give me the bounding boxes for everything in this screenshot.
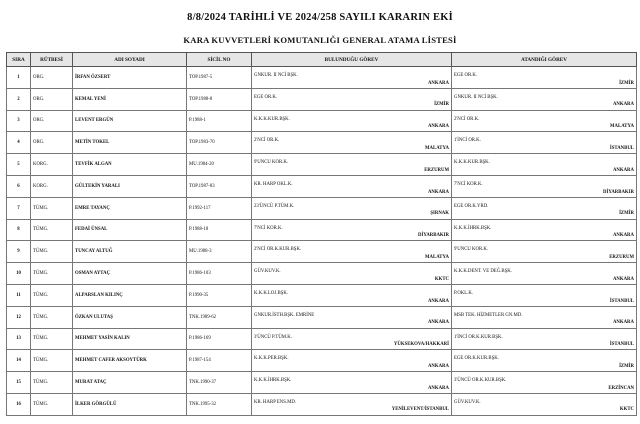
cell-bulundugu-gorev [252, 175, 452, 197]
header-adi-soyadi: ADI SOYADI [73, 53, 187, 67]
cell-bulundugu-gorev [252, 197, 452, 219]
bulundugu-city: ANKARA [427, 80, 449, 86]
cell-sicil-no: TOP.1987-83 [187, 175, 252, 197]
atandigi-city: ERZİNCAN [608, 385, 634, 391]
cell-rutbe: TÜMG. [31, 350, 73, 372]
atandigi-city: ANKARA [612, 320, 634, 326]
cell-atandigi-gorev [452, 67, 637, 89]
cell-adi-soyadi: İRFAN ÖZSERT [73, 67, 187, 89]
table-row [7, 372, 637, 394]
cell-rutbe: TÜMG. [31, 328, 73, 350]
cell-rutbe: TÜMG. [31, 306, 73, 328]
bulundugu-unit: 9'UNCU KOR.K. [254, 160, 289, 166]
cell-bulundugu-gorev [252, 350, 452, 372]
cell-bulundugu-gorev [252, 110, 452, 132]
bulundugu-city: YENİLEVENT/İSTANBUL [391, 407, 449, 413]
cell-rutbe: ORG. [31, 67, 73, 89]
bulundugu-unit: 2'NCİ OR.K. [254, 138, 280, 144]
cell-sira: 6 [7, 175, 31, 197]
header-atandigi-gorev: ATANDIĞI GÖREV [452, 53, 637, 67]
bulundugu-unit: 7'NCİ KOR.K. [254, 225, 283, 231]
cell-sira: 4 [7, 132, 31, 154]
atandigi-city: ANKARA [612, 276, 634, 282]
cell-atandigi-gorev [452, 350, 637, 372]
table-header-row [7, 53, 637, 67]
cell-rutbe: TÜMG. [31, 219, 73, 241]
header-sira: SIRA [7, 53, 31, 67]
bulundugu-unit: EGE OR.K. [254, 94, 278, 100]
document-title: 8/8/2024 TARİHLİ VE 2024/258 SAYILI KARARIN EKİ [187, 12, 453, 23]
cell-rutbe: TÜMG. [31, 241, 73, 263]
cell-sira: 10 [7, 263, 31, 285]
assignment-table [6, 52, 637, 416]
cell-sira: 5 [7, 154, 31, 176]
cell-atandigi-gorev [452, 110, 637, 132]
atandigi-city: İSTANBUL [609, 342, 634, 348]
cell-sicil-no: TNK.1989-62 [187, 306, 252, 328]
atandigi-city: İZMİR [619, 80, 634, 86]
cell-sicil-no: TNK.1995-32 [187, 393, 252, 415]
cell-sicil-no: P.1990-35 [187, 284, 252, 306]
cell-sicil-no: P.1988-1 [187, 110, 252, 132]
atandigi-unit: K.K.K.KUR.BŞK. [454, 160, 490, 166]
cell-adi-soyadi: MEHMET YASİN KALIN [73, 328, 187, 350]
cell-adi-soyadi: MURAT ATAÇ [73, 372, 187, 394]
cell-atandigi-gorev [452, 219, 637, 241]
atandigi-city: İZMİR [619, 211, 634, 217]
bulundugu-unit: 3'ÜNCÜ P.TÜM.K. [254, 334, 292, 340]
cell-sira: 13 [7, 328, 31, 350]
cell-bulundugu-gorev [252, 328, 452, 350]
atandigi-city: DİYARBAKIR [602, 189, 634, 195]
bulundugu-city: ANKARA [427, 189, 449, 195]
atandigi-unit: P.OKL.K. [454, 290, 474, 296]
cell-bulundugu-gorev [252, 241, 452, 263]
cell-adi-soyadi: LEVENT ERGÜN [73, 110, 187, 132]
cell-sicil-no: TOP.1988-8 [187, 88, 252, 110]
cell-sira: 15 [7, 372, 31, 394]
cell-sira: 3 [7, 110, 31, 132]
atandigi-unit: 1'İNCİ OR.K. [454, 138, 481, 144]
bulundugu-city: ANKARA [427, 320, 449, 326]
document-subtitle: KARA KUVVETLERİ KOMUTANLIĞI GENERAL ATAMA LİSTESİ [183, 35, 457, 45]
cell-sira: 12 [7, 306, 31, 328]
header-sicil-no: SİCİL NO [187, 53, 252, 67]
atandigi-unit: GNKUR. II NCİ BŞK. [454, 94, 498, 100]
cell-sicil-no: P.1986-103 [187, 263, 252, 285]
cell-rutbe: ORG. [31, 110, 73, 132]
table-body [7, 67, 637, 416]
cell-atandigi-gorev [452, 306, 637, 328]
table-row [7, 306, 637, 328]
bulundugu-unit: GÜV.KUV.K. [254, 269, 281, 275]
atandigi-city: ERZURUM [609, 254, 634, 260]
bulundugu-unit: GNKUR.İSTH.BŞK. EMRİNE [254, 312, 315, 318]
table-row [7, 88, 637, 110]
cell-rutbe: KORG. [31, 175, 73, 197]
cell-bulundugu-gorev [252, 154, 452, 176]
cell-atandigi-gorev [452, 393, 637, 415]
cell-bulundugu-gorev [252, 132, 452, 154]
cell-adi-soyadi: TUNCAY ALTUĞ [73, 241, 187, 263]
cell-atandigi-gorev [452, 197, 637, 219]
bulundugu-unit: KR. HARP ENS.MD. [254, 399, 297, 405]
cell-bulundugu-gorev [252, 219, 452, 241]
atandigi-unit: 9'UNCU KOR.K. [454, 247, 489, 253]
cell-rutbe: TÜMG. [31, 393, 73, 415]
cell-adi-soyadi: ALPARSLAN KILINÇ [73, 284, 187, 306]
cell-atandigi-gorev [452, 372, 637, 394]
cell-sicil-no: MU.1984-20 [187, 154, 252, 176]
bulundugu-unit: KR. HARP OKL.K. [254, 181, 293, 187]
table-row [7, 219, 637, 241]
atandigi-unit: EGE OR.K.YRD. [454, 203, 489, 209]
cell-rutbe: TÜMG. [31, 263, 73, 285]
bulundugu-city: MALATYA [425, 145, 449, 151]
bulundugu-city: ANKARA [427, 124, 449, 130]
cell-rutbe: TÜMG. [31, 284, 73, 306]
atandigi-unit: MSB TEK. HİZMETLER GN.MD. [454, 312, 523, 318]
cell-bulundugu-gorev [252, 284, 452, 306]
cell-sicil-no: TOP.1987-5 [187, 67, 252, 89]
cell-adi-soyadi: FEDAİ ÜNSAL [73, 219, 187, 241]
bulundugu-city: KKTC [434, 276, 449, 282]
table-row [7, 154, 637, 176]
bulundugu-unit: K.K.K.LOJ.BŞK. [254, 290, 288, 296]
cell-adi-soyadi: MEHMET CAFER AKSOYTÜRK [73, 350, 187, 372]
atandigi-unit: K.K.K.DENT. VE DEĞ.BŞK. [454, 269, 512, 275]
bulundugu-city: ANKARA [427, 363, 449, 369]
cell-adi-soyadi: ÖZKAN ULUTAŞ [73, 306, 187, 328]
atandigi-city: MALATYA [610, 124, 634, 130]
cell-rutbe: TÜMG. [31, 197, 73, 219]
bulundugu-city: İZMİR [434, 102, 449, 108]
cell-atandigi-gorev [452, 263, 637, 285]
cell-sicil-no: TNK.1990-37 [187, 372, 252, 394]
atandigi-city: İZMİR [619, 363, 634, 369]
atandigi-city: İSTANBUL [609, 145, 634, 151]
bulundugu-city: ŞIRNAK [430, 211, 449, 217]
bulundugu-city: ANKARA [427, 298, 449, 304]
header-bulundugu-gorev: BULUNDUĞU GÖREV [252, 53, 452, 67]
cell-sira: 16 [7, 393, 31, 415]
cell-sicil-no: P.1988-18 [187, 219, 252, 241]
cell-sicil-no: MU.1988-3 [187, 241, 252, 263]
atandigi-city: KKTC [619, 407, 634, 413]
cell-sira: 1 [7, 67, 31, 89]
atandigi-unit: EGE OR.K. [454, 73, 478, 78]
bulundugu-city: ERZURUM [424, 167, 449, 173]
table-row [7, 197, 637, 219]
cell-sira: 9 [7, 241, 31, 263]
cell-atandigi-gorev [452, 328, 637, 350]
bulundugu-unit: 23'ÜNCÜ P.TÜM.K. [254, 203, 295, 209]
cell-adi-soyadi: KEMAL YENİ [73, 88, 187, 110]
bulundugu-unit: GNKUR. II NCİ BŞK. [254, 73, 298, 78]
cell-sira: 2 [7, 88, 31, 110]
cell-rutbe: ORG. [31, 88, 73, 110]
atandigi-unit: K.K.K.İHRK.BŞK. [454, 225, 492, 231]
table-row [7, 263, 637, 285]
atandigi-unit: EGE OR.K.KUR.BŞK. [454, 356, 499, 362]
atandigi-unit: 2'NCİ OR.K. [454, 116, 480, 122]
table-row [7, 132, 637, 154]
table-row [7, 67, 637, 89]
cell-adi-soyadi: GÜLTEKİN YARALI [73, 175, 187, 197]
bulundugu-city: YÜKSEKOVA/HAKKARİ [393, 342, 449, 348]
cell-rutbe: KORG. [31, 154, 73, 176]
atandigi-city: İSTANBUL [609, 298, 634, 304]
table-row [7, 328, 637, 350]
cell-bulundugu-gorev [252, 88, 452, 110]
cell-sira: 7 [7, 197, 31, 219]
table-row [7, 393, 637, 415]
cell-atandigi-gorev [452, 88, 637, 110]
cell-bulundugu-gorev [252, 306, 452, 328]
cell-sicil-no: TOP.1983-70 [187, 132, 252, 154]
bulundugu-city: ANKARA [427, 385, 449, 391]
table-row [7, 110, 637, 132]
header-rutbesi: RÜTBESİ [31, 53, 73, 67]
cell-atandigi-gorev [452, 241, 637, 263]
cell-sira: 14 [7, 350, 31, 372]
table-row [7, 284, 637, 306]
atandigi-unit: 3'ÜNCÜ OR.K.KUR.BŞK. [454, 378, 507, 384]
bulundugu-unit: K.K.K.İHRK.BŞK. [254, 378, 292, 384]
cell-adi-soyadi: OSMAN AYTAÇ [73, 263, 187, 285]
cell-atandigi-gorev [452, 284, 637, 306]
cell-adi-soyadi: EMRE TAYANÇ [73, 197, 187, 219]
bulundugu-unit: 2'NCİ OR.K.KUR.BŞK. [254, 247, 302, 253]
cell-atandigi-gorev [452, 132, 637, 154]
cell-adi-soyadi: İLKER GÖRGÜLÜ [73, 393, 187, 415]
bulundugu-city: MALATYA [425, 254, 449, 260]
atandigi-city: ANKARA [612, 233, 634, 239]
cell-bulundugu-gorev [252, 393, 452, 415]
table-row [7, 241, 637, 263]
atandigi-city: ANKARA [612, 167, 634, 173]
atandigi-city: ANKARA [612, 102, 634, 108]
table-row [7, 175, 637, 197]
atandigi-unit: 1'İNCİ OR.K.KUR.BŞK. [454, 334, 503, 340]
cell-sicil-no: P.1992-117 [187, 197, 252, 219]
cell-rutbe: TÜMG. [31, 372, 73, 394]
atandigi-unit: 7'NCİ KOR.K. [454, 181, 483, 187]
cell-bulundugu-gorev [252, 67, 452, 89]
cell-bulundugu-gorev [252, 263, 452, 285]
cell-bulundugu-gorev [252, 372, 452, 394]
bulundugu-unit: K.K.K.KUR.BŞK. [254, 116, 290, 122]
cell-adi-soyadi: METİN TOKEL [73, 132, 187, 154]
table-row [7, 350, 637, 372]
bulundugu-unit: K.K.K.PER.BŞK. [254, 356, 289, 362]
cell-sicil-no: P.1987-154 [187, 350, 252, 372]
cell-rutbe: ORG. [31, 132, 73, 154]
cell-sira: 11 [7, 284, 31, 306]
bulundugu-city: DİYARBAKIR [417, 233, 449, 239]
atandigi-unit: GÜV.KUV.K. [454, 399, 481, 405]
cell-adi-soyadi: TEVFİK ALGAN [73, 154, 187, 176]
cell-atandigi-gorev [452, 175, 637, 197]
cell-atandigi-gorev [452, 154, 637, 176]
cell-sira: 8 [7, 219, 31, 241]
cell-sicil-no: P.1986-169 [187, 328, 252, 350]
